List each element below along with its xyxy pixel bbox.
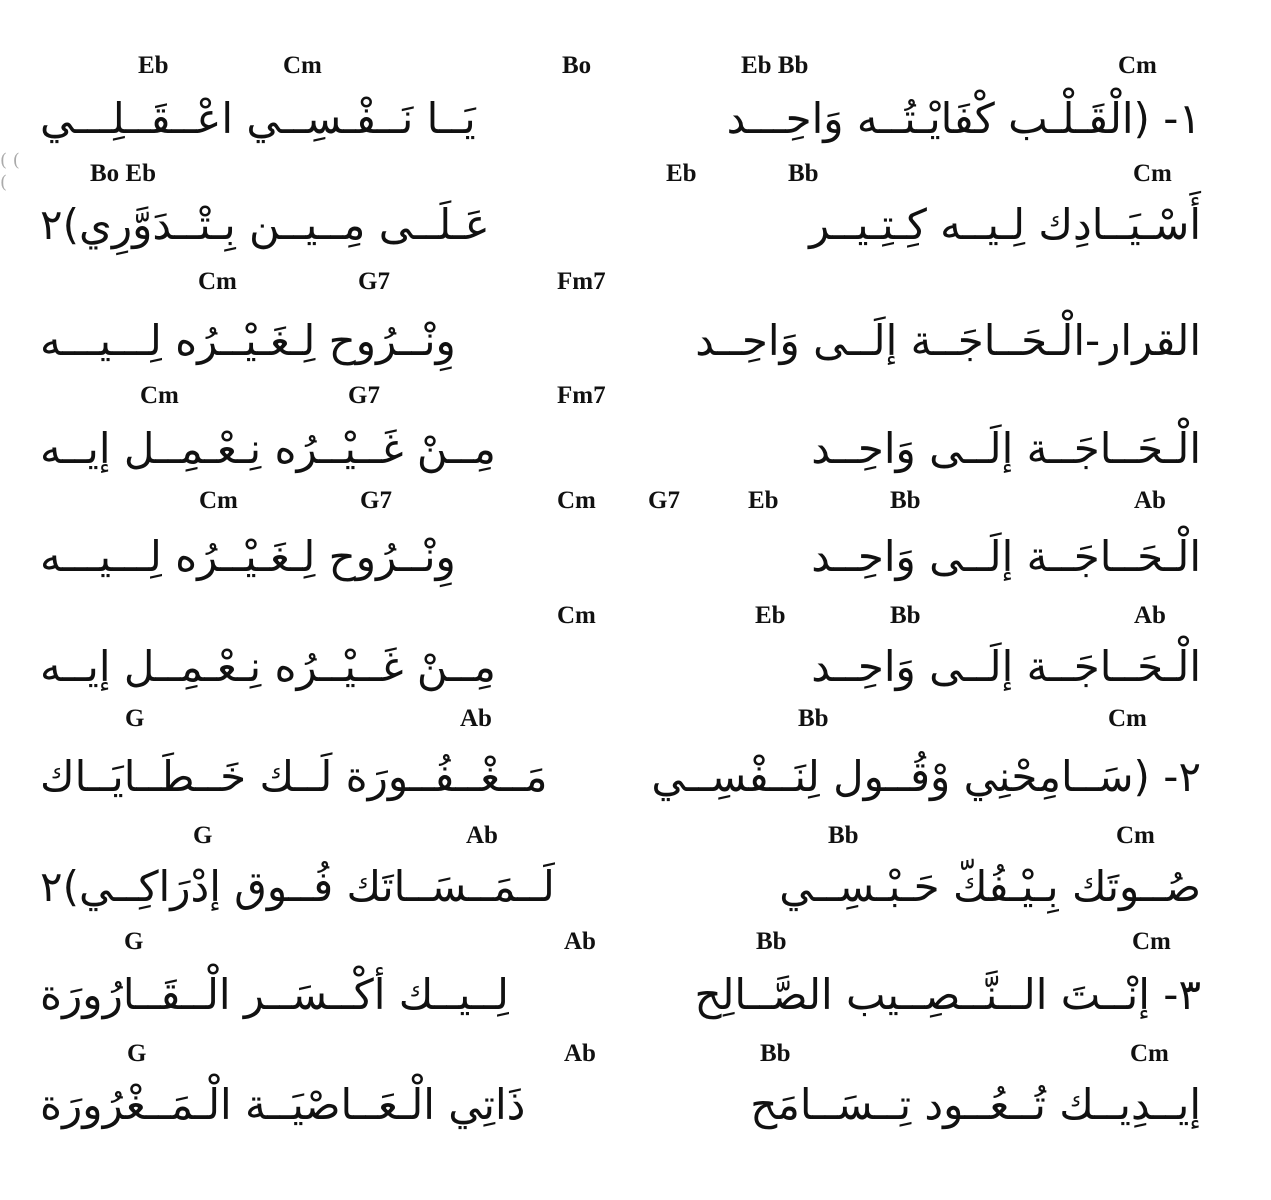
- chord: Eb: [748, 487, 779, 514]
- lyric-right: صُــوتَك بِـيْـفُكّ حَـبْـسِــي: [779, 862, 1201, 911]
- chord: Eb: [138, 52, 169, 79]
- chord: G7: [648, 487, 680, 514]
- chord: Cm: [199, 487, 238, 514]
- chord: Ab: [1134, 487, 1166, 514]
- chord: Eb: [755, 602, 786, 629]
- lyric-right: القرار-الْـحَــاجَــة إلَــى وَاحِــد: [695, 316, 1201, 365]
- lyric-left: مِــنْ غَــيْــرُه نِـعْـمِــل إيــه: [40, 642, 496, 691]
- chord: Cm: [198, 268, 237, 295]
- chord: Fm7: [557, 268, 606, 295]
- chord: Cm: [1133, 160, 1172, 187]
- chord: Bo: [562, 52, 592, 79]
- chord: Ab: [564, 928, 596, 955]
- chord: Ab: [466, 822, 498, 849]
- chord: Bb: [756, 928, 787, 955]
- chord: Bb: [890, 487, 921, 514]
- chord: Cm: [140, 382, 179, 409]
- chord: Cm: [1130, 1040, 1169, 1067]
- chord: Cm: [283, 52, 322, 79]
- lyric-left: يَــا نَــفْـسِــي اعْــقَــلِـــي: [40, 94, 476, 143]
- chord: Cm: [557, 487, 596, 514]
- lyric-left: وِنْــرُوح لِـغَـيْــرُه لِـــيـــه: [40, 532, 456, 581]
- chord: Cm: [1118, 52, 1157, 79]
- lyric-left: ذَاتِي الْـعَــاصْيَــة الْـمَــغْرُورَة: [40, 1080, 526, 1129]
- lyric-right: الْـحَــاجَــة إلَــى وَاحِــد: [811, 424, 1201, 473]
- chord: Bb: [890, 602, 921, 629]
- chord: Bb: [760, 1040, 791, 1067]
- chord: Bo Eb: [90, 160, 157, 187]
- chord: G7: [358, 268, 390, 295]
- lyric-right: ٢- (سَــامِحْنِي وْقُــول لِنَــفْسِــي: [651, 752, 1201, 801]
- lyric-left: لِــيــك أكْــسَــر الْــقَــارُورَة: [40, 970, 509, 1019]
- chord: G7: [348, 382, 380, 409]
- chord: Cm: [1116, 822, 1155, 849]
- chord: Bb: [788, 160, 819, 187]
- lyric-right: ١- (الْقَـلْـب كْفَايْـتُــه وَاحِـــد: [726, 94, 1201, 143]
- lyric-left: عَـلَــى مِــيــن بِـتْــدَوَّرِي)٢: [40, 200, 490, 249]
- chord: Ab: [460, 705, 492, 732]
- chord: Cm: [1132, 928, 1171, 955]
- chord: Eb Bb: [741, 52, 809, 79]
- chord: Bb: [828, 822, 859, 849]
- lyric-right: ٣- إنْــتَ الــنَّــصِــيب الصَّــالِح: [694, 970, 1201, 1019]
- chord: Ab: [1134, 602, 1166, 629]
- lyric-left: لَــمَــسَــاتَك فُــوق إدْرَاكِــي)٢: [40, 862, 555, 911]
- chord: G7: [360, 487, 392, 514]
- binding-edge-mark: ( ( (: [0, 150, 20, 193]
- chord: G: [193, 822, 213, 849]
- chord: G: [124, 928, 144, 955]
- lyric-left: وِنْــرُوح لِـغَـيْــرُه لِـــيـــه: [40, 316, 456, 365]
- chord: G: [125, 705, 145, 732]
- lyric-right: أَسْـيَــادِك لِـيــه كِـتِـيــر: [809, 200, 1201, 249]
- chord: Fm7: [557, 382, 606, 409]
- lyric-right: الْـحَــاجَــة إلَــى وَاحِــد: [811, 532, 1201, 581]
- chord: Cm: [1108, 705, 1147, 732]
- chord: G: [127, 1040, 147, 1067]
- chord: Ab: [564, 1040, 596, 1067]
- lyric-right: الْـحَــاجَــة إلَــى وَاحِــد: [811, 642, 1201, 691]
- lyric-right: إيــدِيــك تُــعُــود تِــسَــامَح: [750, 1080, 1201, 1129]
- lyric-left: مَــغْــفُــورَة لَــك خَــطَــايَــاك: [40, 752, 548, 801]
- chord: Cm: [557, 602, 596, 629]
- chord: Eb: [666, 160, 697, 187]
- chord: Bb: [798, 705, 829, 732]
- lyric-left: مِــنْ غَــيْــرُه نِـعْـمِــل إيــه: [40, 424, 496, 473]
